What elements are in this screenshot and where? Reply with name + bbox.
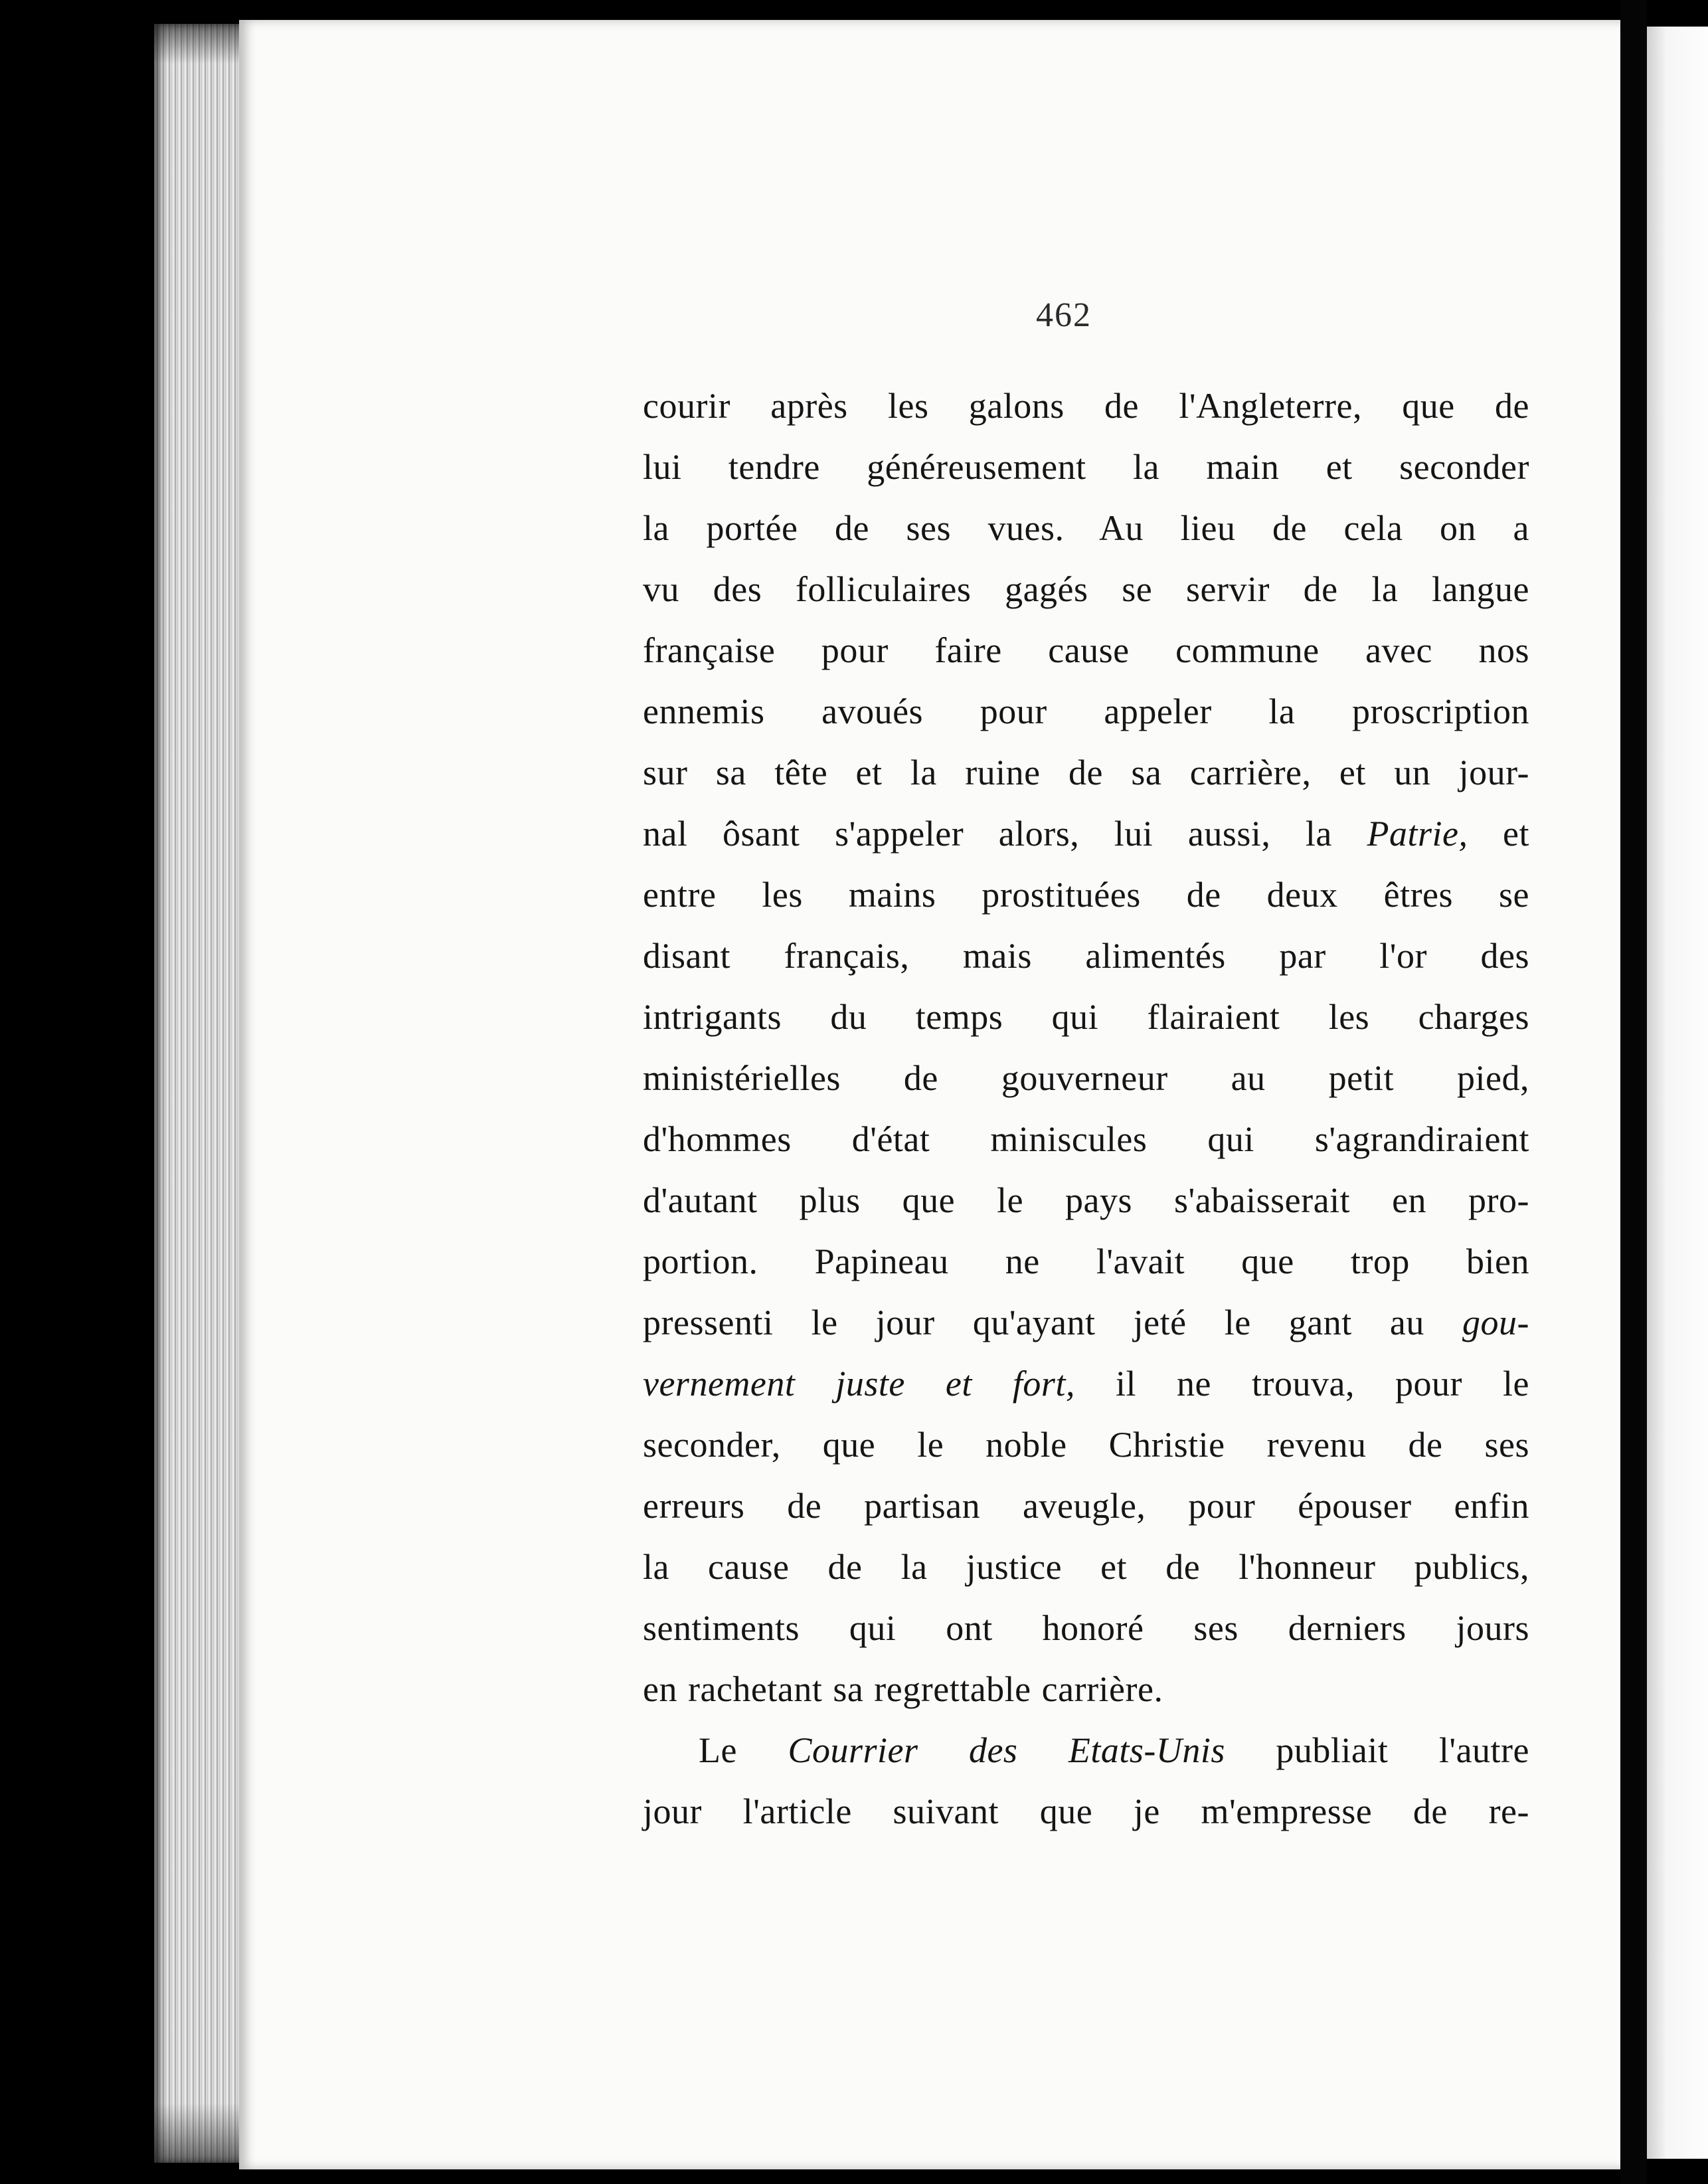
text-segment: intrigants du temps qui flairaient les charges bbox=[643, 997, 1529, 1037]
text-line bbox=[643, 1047, 1529, 1109]
text-line bbox=[643, 1536, 1529, 1597]
text-segment: jour l'article suivant que je m'empresse de re- bbox=[643, 1791, 1529, 1831]
italic-text: gou- bbox=[1462, 1303, 1529, 1342]
text-segment: française pour faire cause commune avec nos bbox=[643, 630, 1529, 670]
text-segment: ministérielles de gouverneur au petit pied, bbox=[643, 1058, 1529, 1098]
text-segment: il ne trouva, pour le bbox=[1074, 1364, 1529, 1404]
text-line bbox=[643, 1170, 1529, 1231]
text-segment: d'hommes d'état miniscules qui s'agrandiraient bbox=[643, 1119, 1529, 1159]
text-segment: erreurs de partisan aveugle, pour épouser enfin bbox=[643, 1486, 1529, 1526]
text-line bbox=[643, 1353, 1529, 1414]
text-line bbox=[643, 436, 1529, 498]
next-page-edge bbox=[1647, 27, 1708, 2159]
text-line bbox=[643, 559, 1529, 620]
text-segment: nal ôsant s'appeler alors, lui aussi, la bbox=[643, 814, 1367, 854]
text-line bbox=[643, 1659, 1529, 1720]
book-gutter bbox=[1620, 0, 1647, 2184]
text-line bbox=[643, 1414, 1529, 1475]
text-line bbox=[643, 620, 1529, 681]
text-line bbox=[643, 1231, 1529, 1292]
text-segment: pressenti le jour qu'ayant jeté le gant au bbox=[643, 1303, 1463, 1342]
text-segment: publiait l'autre bbox=[1225, 1730, 1529, 1770]
text-line bbox=[643, 1109, 1529, 1170]
text-segment: seconder, que le noble Christie revenu de ses bbox=[643, 1425, 1529, 1465]
text-segment: courir après les galons de l'Angleterre, que de bbox=[643, 386, 1529, 426]
text-line bbox=[643, 925, 1529, 986]
text-segment: la portée de ses vues. Au lieu de cela on a bbox=[643, 508, 1529, 548]
text-line bbox=[643, 375, 1529, 436]
text-segment: sentiments qui ont honoré ses derniers jours bbox=[643, 1608, 1529, 1648]
body-text bbox=[643, 375, 1529, 1842]
text-segment: entre les mains prostituées de deux êtres se bbox=[643, 875, 1529, 915]
text-segment: en rachetant sa regrettable carrière. bbox=[643, 1669, 1163, 1709]
text-segment: la cause de la justice et de l'honneur publics, bbox=[643, 1547, 1529, 1587]
text-segment: Le bbox=[699, 1730, 788, 1770]
text-segment: sur sa tête et la ruine de sa carrière, et un jour- bbox=[643, 753, 1529, 792]
text-line bbox=[643, 1475, 1529, 1536]
text-segment: ennemis avoués pour appeler la proscription bbox=[643, 691, 1529, 731]
text-line bbox=[643, 986, 1529, 1047]
page-number: 462 bbox=[1036, 296, 1092, 334]
text-segment: vu des folliculaires gagés se servir de la langue bbox=[643, 569, 1529, 609]
text-segment: lui tendre généreusement la main et seconder bbox=[643, 447, 1529, 487]
text-segment: disant français, mais alimentés par l'or des bbox=[643, 936, 1529, 976]
text-line bbox=[643, 498, 1529, 559]
book-page-edges bbox=[154, 24, 240, 2163]
text-line bbox=[643, 1292, 1529, 1353]
text-line bbox=[643, 742, 1529, 803]
italic-text: Patrie, bbox=[1367, 814, 1468, 854]
text-line bbox=[643, 803, 1529, 864]
text-line bbox=[643, 1597, 1529, 1659]
text-line bbox=[643, 681, 1529, 742]
text-line bbox=[643, 1781, 1529, 1842]
text-line bbox=[643, 1720, 1529, 1781]
text-segment: d'autant plus que le pays s'abaisserait en pro- bbox=[643, 1180, 1529, 1220]
text-line bbox=[643, 864, 1529, 925]
text-segment: et bbox=[1468, 814, 1529, 854]
italic-text: Courrier des Etats-Unis bbox=[788, 1730, 1225, 1770]
italic-text: vernement juste et fort, bbox=[643, 1364, 1075, 1404]
text-segment: portion. Papineau ne l'avait que trop bien bbox=[643, 1241, 1529, 1281]
